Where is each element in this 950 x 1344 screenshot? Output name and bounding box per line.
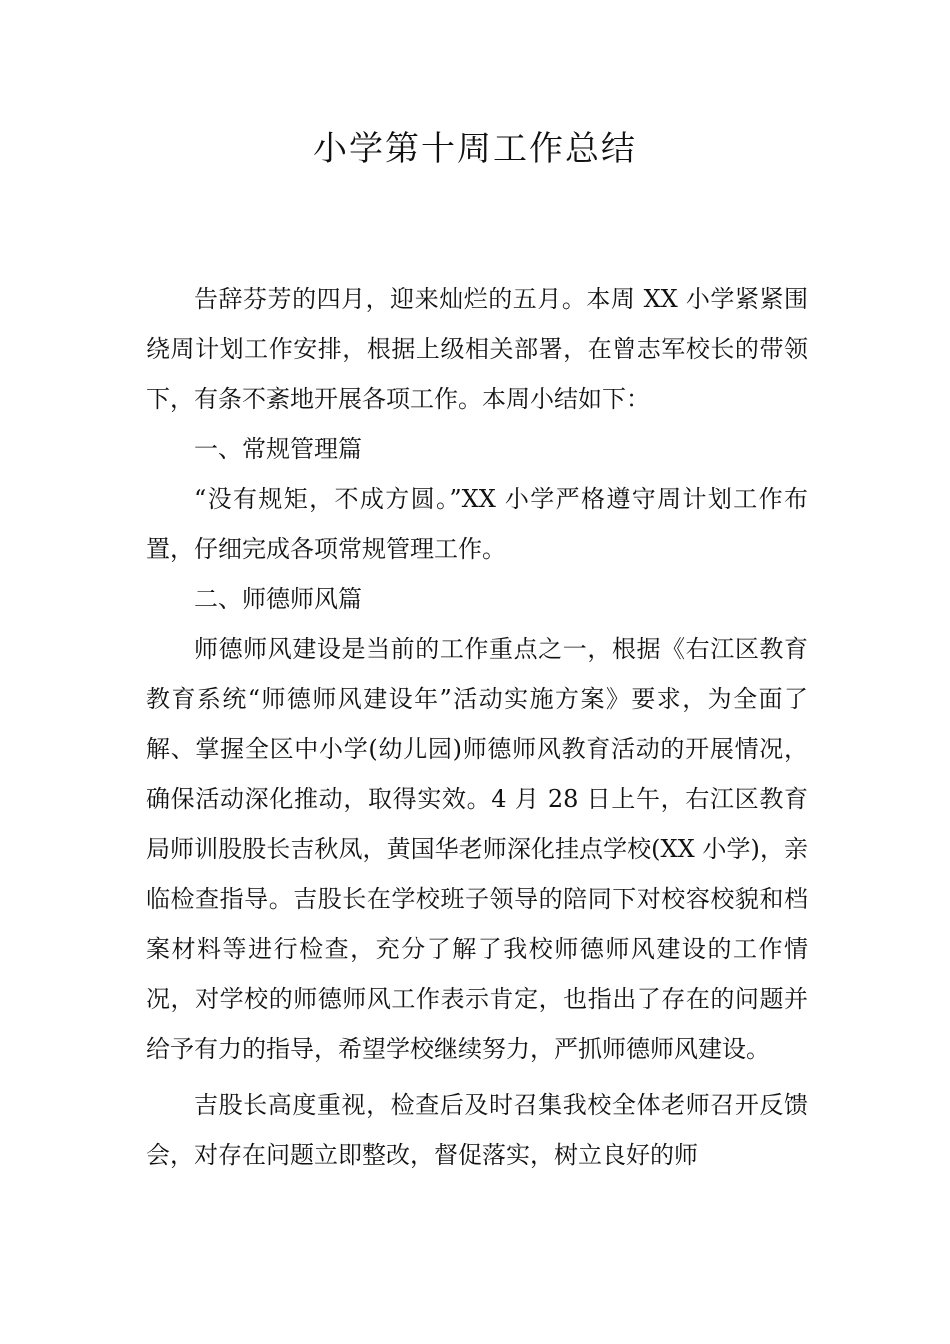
- section-heading-teacher-ethics: 二、师德师风篇: [194, 585, 362, 613]
- intro-paragraph: 告辞芬芳的四月，迎来灿烂的五月。本周 XX 小学紧紧围绕周计划工作安排，根据上级相关部署，在曾志军校长的带领下，有条不紊地开展各项工作。本周小结如下：: [146, 285, 808, 413]
- teacher-ethics-paragraph: 师德师风建设是当前的工作重点之一，根据《右江区教育教育系统“师德师风建设年”活动实施方案》要求，为全面了解、掌握全区中小学(幼儿园)师德师风教育活动的开展情况，确保活动深化推动，取得实效。4 月 28 日上午，右江区教育局师训股股长吉秋凤，黄国华老师深化挂点学校(XX 小学)，亲临检查指导。吉股长在学校班子领导的陪同下对校容校貌和档案材料等进行检查，充分了解了我校师德师风建设的工作情况，对学校的师德师风工作表示肯定，也指出了存在的问题并给予有力的指导，希望学校继续努力，严抓师德师风建设。: [146, 635, 808, 1063]
- document-body: [146, 274, 808, 1180]
- feedback-meeting-paragraph: 吉股长高度重视，检查后及时召集我校全体老师召开反馈会，对存在问题立即整改，督促落实，树立良好的师: [146, 1091, 808, 1169]
- document-title: 小学第十周工作总结: [313, 129, 637, 169]
- section-heading-routine-management: 一、常规管理篇: [194, 435, 362, 463]
- routine-management-paragraph: “没有规矩，不成方圆。”XX 小学严格遵守周计划工作布置，仔细完成各项常规管理工作。: [146, 485, 808, 563]
